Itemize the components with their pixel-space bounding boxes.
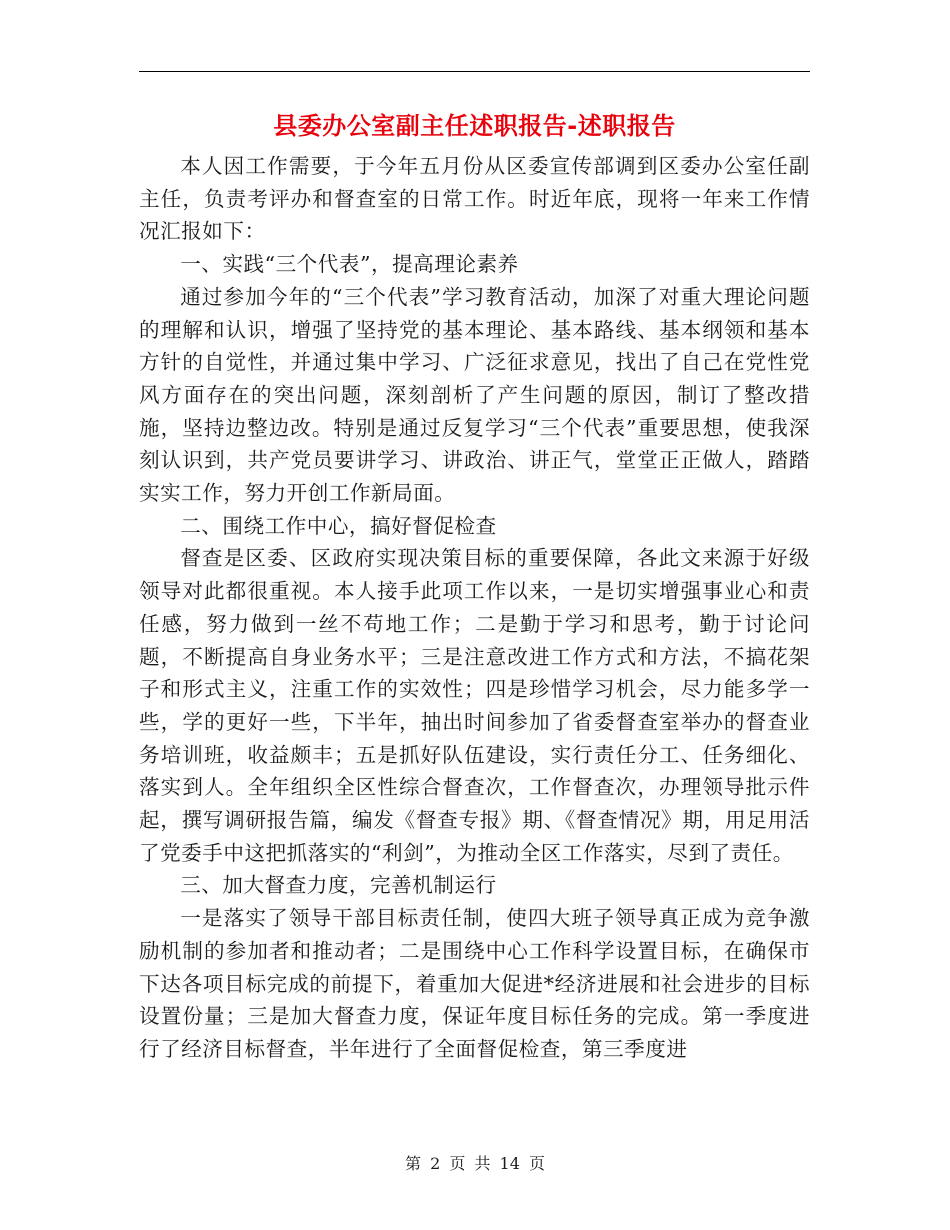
paragraph-section-1: 通过参加今年的“三个代表”学习教育活动，加深了对重大理论问题的理解和认识，增强了坚持党的基本理论、基本路线、基本纲领和基本方针的自觉性，并通过集中学习、广泛征求意见，找出了自己在党性党风方面存在的突出问题，深刻剖析了产生问题的原因，制订了整改措施，坚持边整边改。特别是通过反复学习“三个代表”重要思想，使我深刻认识到，共产党员要讲学习、讲政治、讲正气，堂堂正正做人，踏踏实实工作，努力开创工作新局面。	[139, 284, 810, 506]
section-heading-3: 三、加大督查力度，完善机制运行	[180, 873, 497, 898]
page-number-footer: 第 2 页 共 14 页	[405, 1154, 545, 1173]
header-rule	[139, 71, 810, 72]
paragraph-section-3: 一是落实了领导干部目标责任制，使四大班子领导真正成为竞争激励机制的参加者和推动者；二是围绕中心工作科学设置目标，在确保市下达各项目标完成的前提下，着重加大促进*经济进展和社会进步的目标设置份量；三是加大督查力度，保证年度目标任务的完成。第一季度进行了经济目标督查，半年进行了全面督促检查，第三季度进	[139, 906, 810, 1061]
section-heading-2: 二、围绕工作中心，搞好督促检查	[180, 513, 497, 538]
section-heading-1: 一、实践“三个代表”，提高理论素养	[180, 252, 519, 277]
paragraph-intro: 本人因工作需要，于今年五月份从区委宣传部调到区委办公室任副主任，负责考评办和督查室的日常工作。时近年底，现将一年来工作情况汇报如下：	[139, 154, 810, 244]
document-body	[139, 150, 810, 1066]
document-title: 县委办公室副主任述职报告-述职报告	[273, 112, 676, 140]
paragraph-section-2: 督查是区委、区政府实现决策目标的重要保障，各此文来源于好级领导对此都很重视。本人接手此项工作以来，一是切实增强事业心和责任感，努力做到一丝不苟地工作；二是勤于学习和思考，勤于讨论问题，不断提高自身业务水平；三是注意改进工作方式和方法，不搞花架子和形式主义，注重工作的实效性；四是珍惜学习机会，尽力能多学一些，学的更好一些，下半年，抽出时间参加了省委督查室举办的督查业务培训班，收益颇丰；五是抓好队伍建设，实行责任分工、任务细化、落实到人。全年组织全区性综合督查次，工作督查次，办理领导批示件起，撰写调研报告篇，编发《督查专报》期、《督查情况》期，用足用活了党委手中这把抓落实的“利剑”，为推动全区工作落实，尽到了责任。	[139, 546, 810, 865]
